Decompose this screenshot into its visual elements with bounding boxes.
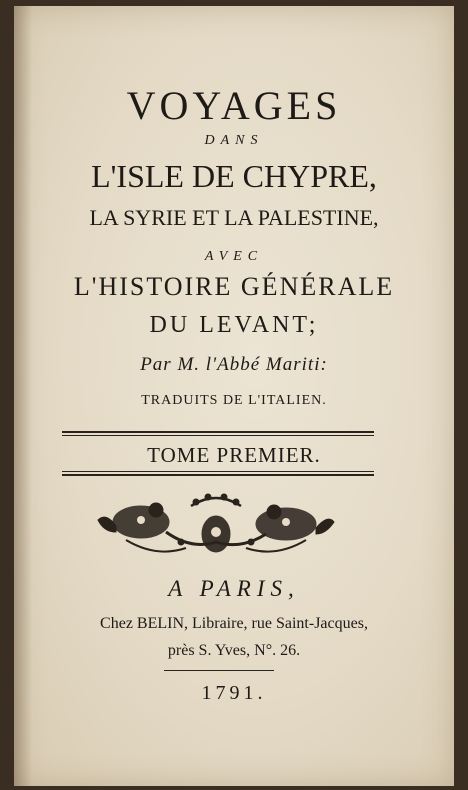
imprint-year: 1791. <box>201 682 267 704</box>
volume-label: TOME PREMIER. <box>147 443 321 467</box>
author-line: Par M. l'Abbé Mariti: <box>140 354 328 375</box>
rule-top-thin <box>62 435 374 436</box>
imprint-address: près S. Yves, N°. 26. <box>167 642 301 659</box>
cherub-vignette-ornament <box>96 492 336 562</box>
avec-text: AVEC <box>204 249 264 264</box>
rule-bottom-thin <box>62 471 374 472</box>
rule-above-year <box>164 670 274 671</box>
rule-top-thick <box>62 431 374 433</box>
book-title: VOYAGES <box>126 83 342 128</box>
title-page <box>14 6 454 786</box>
place-line-2: LA SYRIE ET LA PALESTINE, <box>89 205 379 230</box>
rule-bottom-thick <box>62 474 374 476</box>
history-line-1: L'HISTOIRE GÉNÉRALE <box>73 272 395 301</box>
history-line-2: DU LEVANT; <box>149 312 319 338</box>
translation-note: TRADUITS DE L'ITALIEN. <box>141 393 327 408</box>
dans-text: DANS <box>204 133 264 148</box>
imprint-city: A PARIS, <box>168 576 300 601</box>
imprint-publisher: Chez BELIN, Libraire, rue Saint-Jacques, <box>100 615 368 632</box>
place-line-1: L'ISLE DE CHYPRE, <box>91 158 377 194</box>
